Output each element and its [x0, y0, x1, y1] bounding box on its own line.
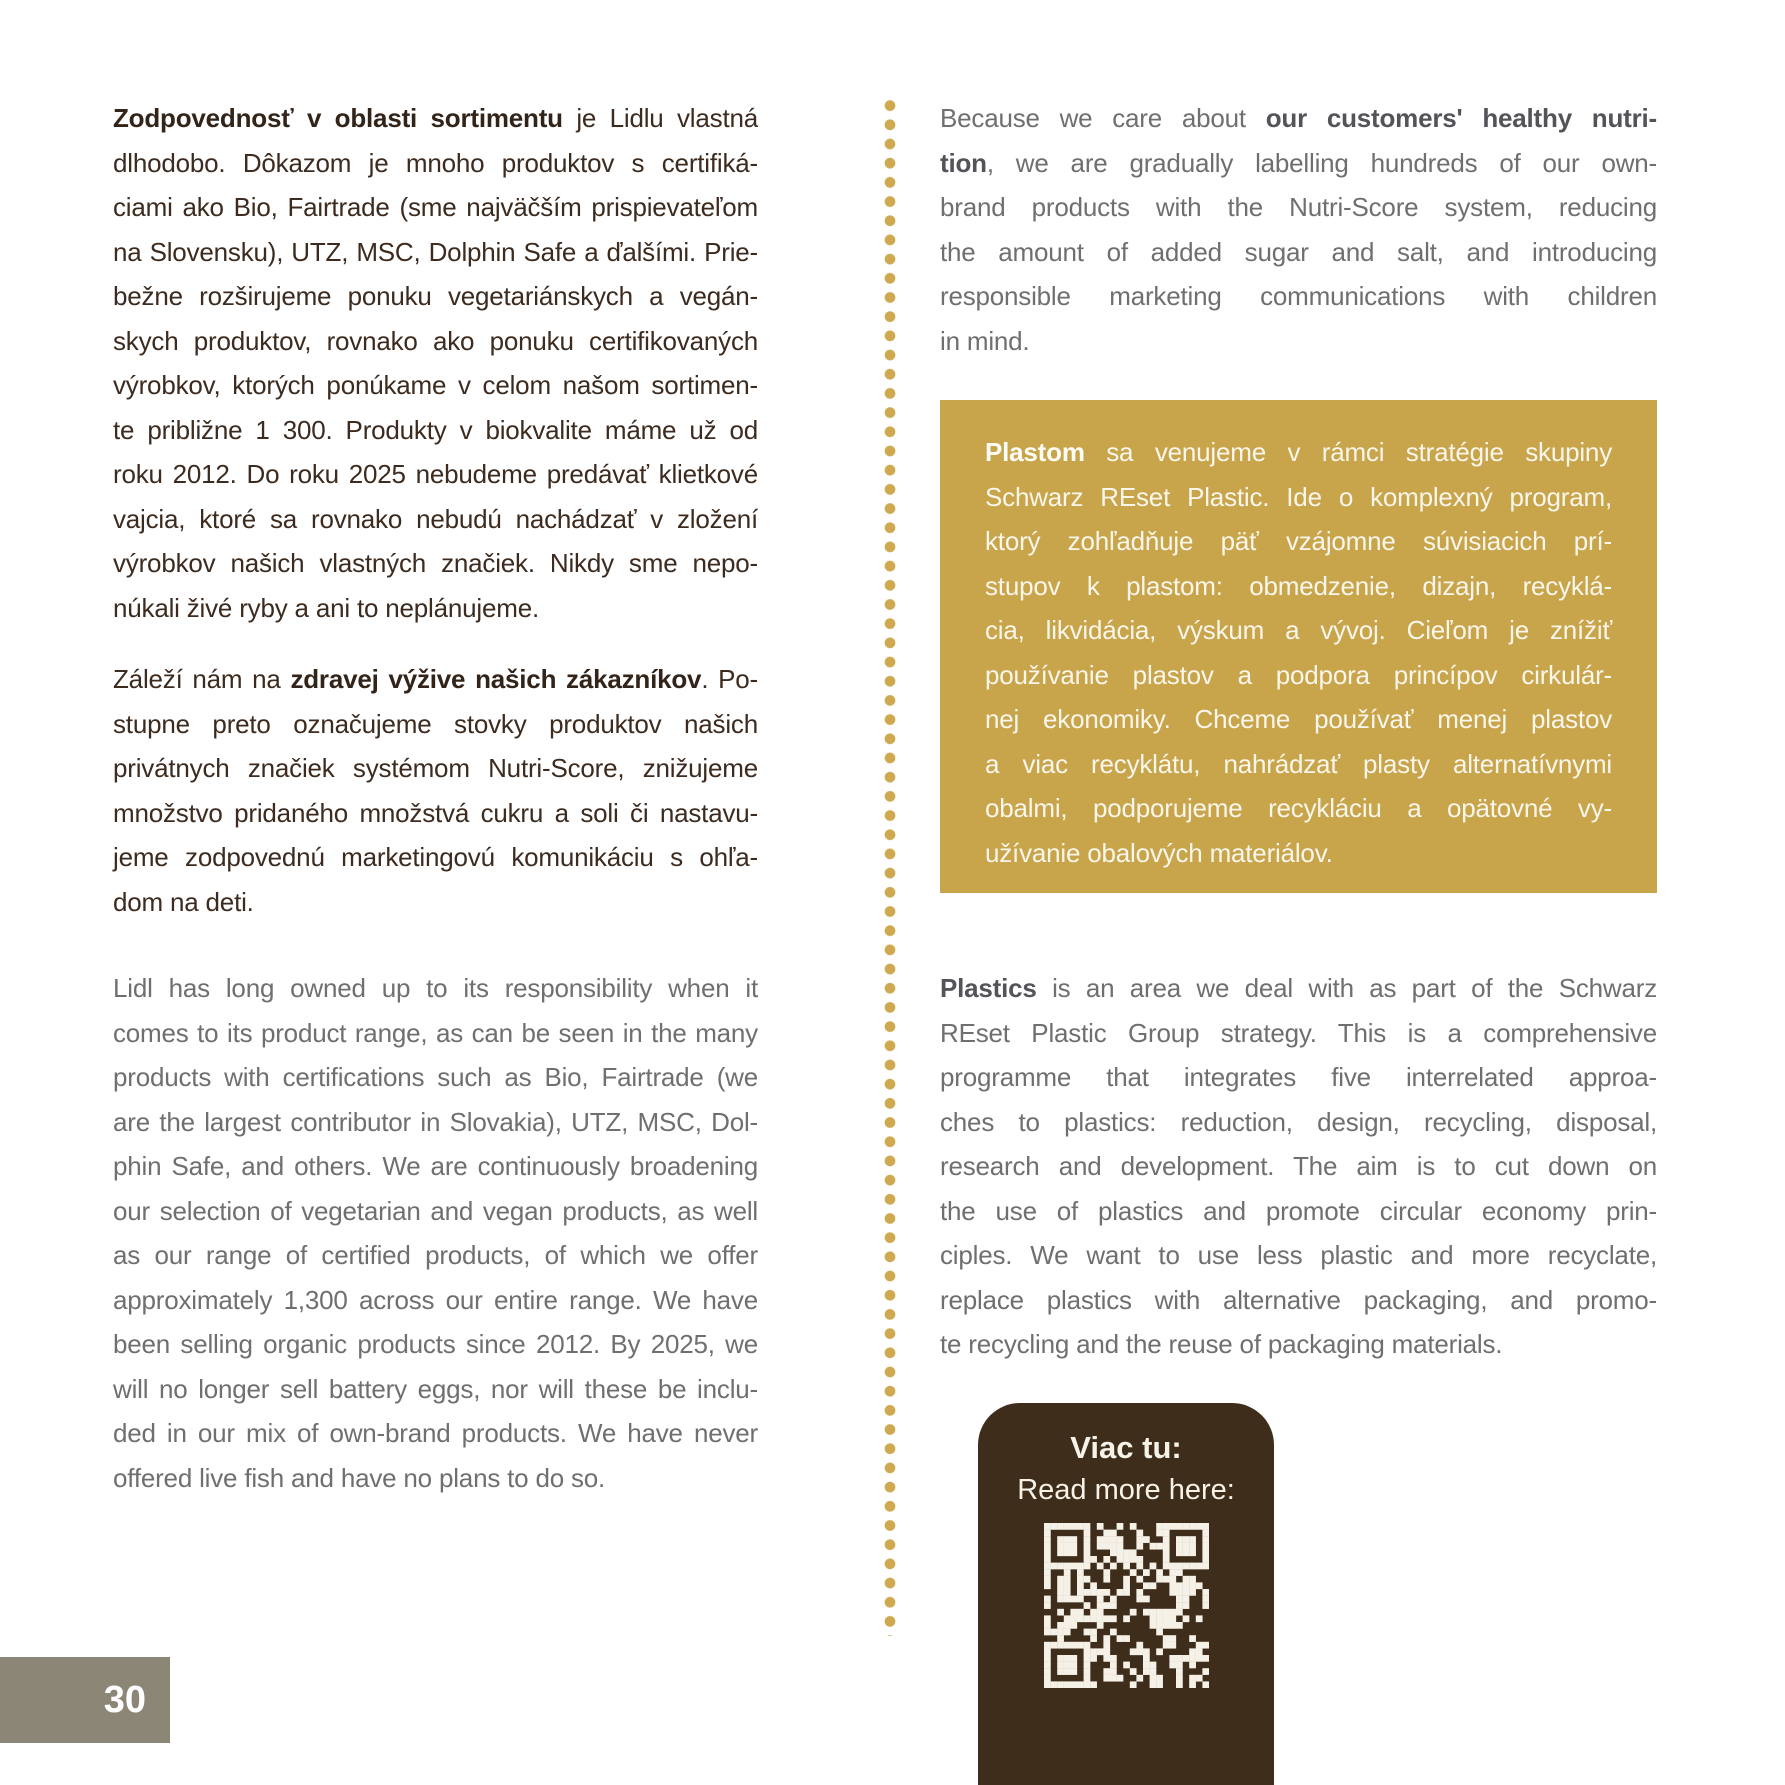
text-line: Lidl has long owned up to its responsibility when it [113, 973, 758, 1003]
text-line: tion, we are gradually labelling hundreds of our own- [940, 147, 1657, 178]
text-line: the use of plastics and promote circular economy prin- [940, 1195, 1657, 1226]
text-line: as our range of certified products, of which we offer [113, 1240, 758, 1270]
text-line: stupov k plastom: obmedzenie, dizajn, recyklá- [985, 570, 1612, 601]
text-line: jeme zodpovednú marketingovú komunikáciu s ohľa- [113, 842, 758, 872]
text-line: phin Safe, and others. We are continuously broadening [113, 1151, 758, 1181]
text-line: replace plastics with alternative packaging, and promo- [940, 1284, 1657, 1315]
text-line: na Slovensku), UTZ, MSC, Dolphin Safe a ďalšími. Prie- [113, 236, 758, 267]
text-line: ciami ako Bio, Fairtrade (sme najväčším prispievateľom [113, 192, 758, 222]
text-line: comes to its product range, as can be seen in the many [113, 1017, 758, 1048]
text-line: stupne preto označujeme stovky produktov našich [113, 708, 758, 739]
text-line: skych produktov, rovnako ako ponuku certifikovaných [113, 325, 758, 356]
text-line: dlhodobo. Dôkazom je mnoho produktov s certifiká- [113, 147, 758, 178]
text-line: používanie plastov a podpora princípov cirkulár- [985, 659, 1612, 690]
text-line: užívanie obalových materiálov. [985, 837, 1333, 868]
text-line: responsible marketing communications with children [940, 281, 1657, 311]
text-line: REset Plastic Group strategy. This is a comprehensive [940, 1017, 1657, 1048]
text-line: ktorý zohľadňuje päť vzájomne súvisiacich prí- [985, 526, 1612, 556]
text-line: roku 2012. Do roku 2025 nebudeme predávať klietkové [113, 459, 758, 489]
page-number: 30 [103, 1679, 146, 1721]
text-line: brand products with the Nutri-Score system, reducing [940, 192, 1657, 222]
text-line: dom na deti. [113, 886, 254, 917]
page-number-strip [0, 1657, 170, 1743]
qr-card [978, 1403, 1274, 1785]
text-line: výrobkov, ktorých ponúkame v celom našom sortimen- [113, 370, 758, 400]
text-line: the amount of added sugar and salt, and introducing [940, 236, 1657, 267]
text-line: Because we care about our customers' healthy nutri- [940, 103, 1657, 133]
qr-code [1044, 1523, 1209, 1688]
text-line: research and development. The aim is to cut down on [940, 1151, 1657, 1181]
text-line: ded in our mix of own-brand products. We have never [113, 1418, 758, 1448]
text-line: been selling organic products since 2012. By 2025, we [113, 1329, 758, 1359]
paragraph-sortiment-en [113, 966, 758, 1500]
text-line: privátnych značiek systémom Nutri-Score, znižujeme [113, 753, 758, 783]
text-line: núkali živé ryby a ani to neplánujeme. [113, 592, 539, 623]
text-line: Schwarz REset Plastic. Ide o komplexný program, [985, 481, 1612, 512]
paragraph-nutrition-sk [113, 657, 758, 924]
text-line: Zodpovednosť v oblasti sortimentu je Lidlu vlastná [113, 103, 758, 133]
text-line: a viac recyklátu, nahrádzať plasty alternatívnymi [985, 748, 1612, 779]
text-line: ciples. We want to use less plastic and more recyclate, [940, 1240, 1657, 1270]
text-line: Záleží nám na zdravej výžive našich zákazníkov. Po- [113, 664, 758, 694]
text-line: nej ekonomiky. Chceme používať menej plastov [985, 704, 1612, 734]
text-line: výrobkov našich vlastných značiek. Nikdy sme nepo- [113, 548, 758, 578]
highlight-box-plastom [940, 400, 1657, 893]
qr-card-subtitle: Read more here: [1017, 1474, 1235, 1506]
text-line: bežne rozširujeme ponuku vegetariánskych a vegán- [113, 281, 758, 311]
text-line: programme that integrates five interrelated approa- [940, 1062, 1657, 1092]
paragraph-sortiment-sk [113, 96, 758, 630]
text-line: te recycling and the reuse of packaging materials. [940, 1329, 1503, 1359]
text-line: množstvo pridaného množstvá cukru a soli či nastavu- [113, 797, 758, 828]
text-line: Plastom sa venujeme v rámci stratégie skupiny [985, 437, 1612, 467]
text-line: in mind. [940, 325, 1030, 356]
text-line: Plastics is an area we deal with as part of the Schwarz [940, 973, 1657, 1003]
paragraph-plastics-en [940, 966, 1657, 1367]
qr-card-title: Viac tu: [1070, 1430, 1182, 1465]
text-line: are the largest contributor in Slovakia), UTZ, MSC, Dol- [113, 1106, 758, 1137]
text-line: our selection of vegetarian and vegan products, as well [113, 1195, 758, 1226]
text-line: offered live fish and have no plans to do so. [113, 1462, 606, 1493]
text-line: products with certifications such as Bio, Fairtrade (we [113, 1062, 758, 1092]
text-line: cia, likvidácia, výskum a vývoj. Cieľom je znížiť [985, 615, 1612, 645]
text-line: vajcia, ktoré sa rovnako nebudú nachádzať v zložení [113, 503, 758, 534]
text-line: approximately 1,300 across our entire range. We have [113, 1284, 758, 1315]
text-line: ches to plastics: reduction, design, recycling, disposal, [940, 1106, 1657, 1137]
text-line: obalmi, podporujeme recykláciu a opätovné vy- [985, 793, 1612, 823]
dotted-divider [884, 96, 896, 1636]
text-line: will no longer sell battery eggs, nor will these be inclu- [113, 1373, 758, 1404]
paragraph-nutrition-en [940, 96, 1657, 363]
text-line: te približne 1 300. Produkty v biokvalite máme už od [113, 414, 758, 445]
